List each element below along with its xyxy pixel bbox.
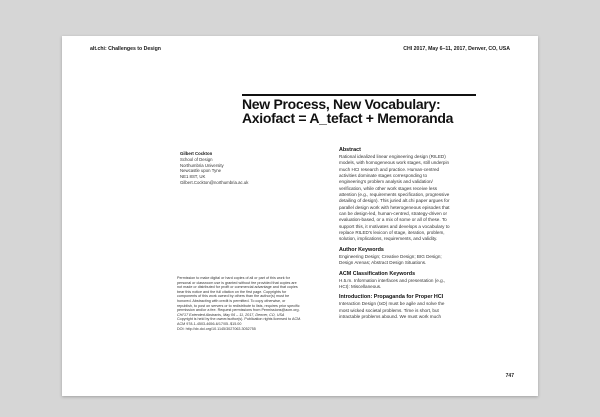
copyright-line: Permission to make digital or hard copies of all or part of this work for [177, 276, 290, 280]
copyright-line: not made or distributed for profit or commercial advantage and that copies [177, 285, 298, 290]
abstract-line: Rational idealized linear engineering design (RILED) [339, 154, 446, 159]
intro-body [339, 301, 509, 320]
copyright-line: components of this work owned by others than the author(s) must be [177, 294, 290, 299]
abstract-line: parallel design work with heterogeneous episodes that [339, 204, 450, 210]
acm-keywords-body [339, 278, 509, 291]
author-email: Gilbert.Cockton@northumbria.ac.uk [180, 179, 249, 185]
title-line-2: Axiofact = A_tefact + Memoranda [242, 110, 454, 126]
abstract-line: evaluation-based, or a mix of some or all of these. To [339, 217, 447, 223]
abstract-line: activities dominate stages corresponding to [339, 173, 428, 179]
abstract-line: support this, it motivates and develops a vocabulary to [339, 223, 450, 229]
copyright-line: CHI'17 Extended Abstracts, May 06 – 11, 2017, Denver, CO, USA [177, 312, 285, 317]
author-line: Northumbria University [180, 162, 224, 168]
intro-line: Interaction Design (IxD) must be agile and solve the [339, 301, 445, 307]
main-column [339, 147, 509, 320]
author-line: School of Design [180, 156, 213, 162]
abstract-line: replace RILED's lexicon of stage, iteration, problem, [339, 230, 445, 236]
copyright-line: Copyright is held by the owner/author(s). Publication rights licensed to ACM. [177, 317, 302, 322]
keywords-line: Engineering Design; Creative Design; BIG Design; [339, 253, 442, 259]
copyright-doi: DOI: http://dx.doi.org/10.1145/3027063.3052755 [177, 326, 256, 331]
keywords-line: Design Arenas; Abstract Design Situations. [339, 260, 427, 266]
abstract-line: can be design-led, human-centred, strategy-driven or [339, 211, 448, 217]
copyright-notice [177, 276, 302, 331]
abstract-line: attention (e.g., requirements specification, progressive [339, 192, 450, 198]
author-line: NE1 8ST, UK [180, 174, 206, 180]
abstract-line: verification, while other work stages receive less [339, 185, 438, 191]
copyright-line: personal or classroom use is granted without fee provided that copies are [177, 280, 297, 285]
intro-heading: Introduction: Propaganda for Proper HCI [339, 294, 444, 301]
abstract-line: much HCI research and practice. Human-centred [339, 166, 440, 172]
title-line-1: New Process, New Vocabulary: [242, 96, 441, 112]
abstract-line: detailing of design). This juried alt.chi paper argues for [339, 198, 450, 204]
copyright-line: honored. Abstracting with credit is permitted. To copy otherwise, or [177, 298, 286, 303]
page-number: 747 [505, 373, 514, 379]
abstract-line: models, with homogeneous work stages, still underpin [339, 160, 450, 166]
abstract-heading: Abstract [339, 147, 361, 153]
abstract-line: engineering's problem analysis and validation/ [339, 179, 433, 185]
author-keywords-body [339, 254, 509, 267]
author-name: Gilbert Cockton [180, 151, 213, 156]
acm-line: H.5.m. Information interfaces and presentation (e.g., [339, 277, 446, 283]
copyright-line: republish, to post on servers or to redistribute to lists, requires prior specific [177, 303, 300, 308]
copyright-line: bear this notice and the full citation on the first page. Copyrights for [177, 289, 287, 294]
abstract-line: solution, implications, requirements, and validity. [339, 236, 438, 242]
author-keywords-heading: Author Keywords [339, 246, 384, 253]
paper-title [242, 97, 482, 125]
running-header-left: alt.chi: Challenges to Design [90, 46, 161, 52]
intro-line: most wicked societal problems. Time is short, but [339, 307, 439, 313]
acm-line: HCI): Miscellaneous. [339, 283, 382, 289]
author-block [180, 151, 290, 186]
author-line: Newcastle upon Tyne [180, 168, 222, 174]
copyright-line: permission and/or a fee. Request permissions from Permissions@acm.org. [177, 308, 300, 313]
paper-page [62, 36, 538, 396]
intro-line: intractable problems abound. We must work much [339, 313, 442, 319]
acm-keywords-heading: ACM Classification Keywords [339, 270, 416, 277]
running-header-right: CHI 2017, May 6–11, 2017, Denver, CO, USA [403, 46, 510, 52]
abstract-body [339, 154, 509, 243]
copyright-line: ACM 978-1-4503-4656-6/17/05..$15.00 [177, 321, 242, 326]
